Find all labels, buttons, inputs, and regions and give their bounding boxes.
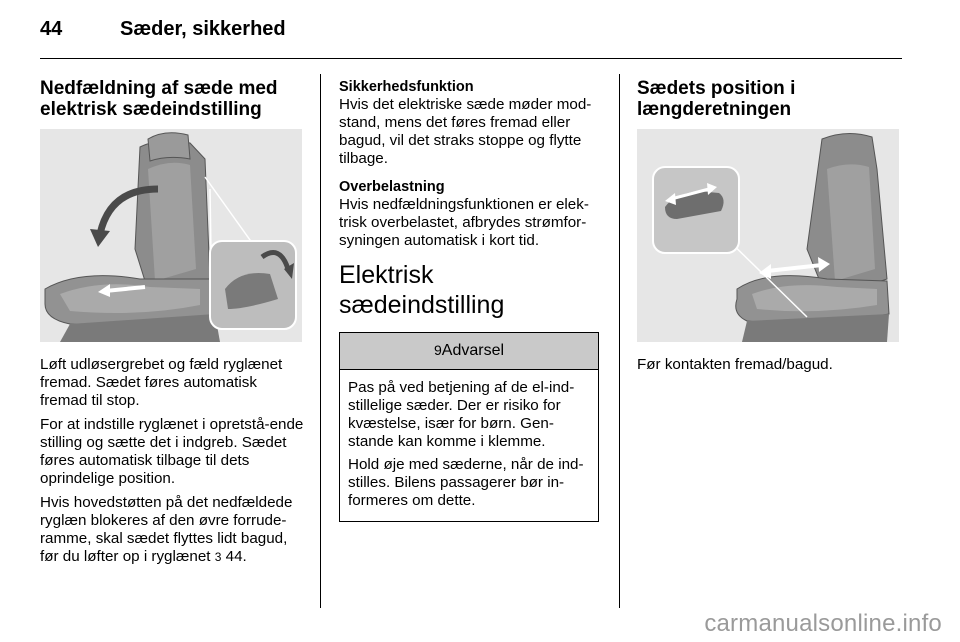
column-3 [637, 78, 902, 380]
electric-seat-heading: Elektrisk sædeindstilling [339, 261, 505, 319]
safety-subheading: Sikkerhedsfunktion [339, 79, 474, 95]
column-divider-1 [320, 74, 321, 608]
longitudinal-para: Før kontakten fremad/bagud. [637, 356, 833, 373]
column-divider-2 [619, 74, 620, 608]
warning-title: Advarsel [441, 342, 505, 359]
seat-slide-illustration [637, 129, 899, 342]
warning-icon: 9 [433, 342, 442, 358]
page-header [40, 18, 286, 41]
safety-text: Hvis det elektriske sæde møder mod-stand, mens det føres fremad eller bagud, vil det straks stoppe og flytte tilbage. [339, 96, 592, 167]
warning-box [339, 332, 599, 522]
recline-heading: Nedfældning af sæde med elektrisk sædeindstilling [40, 78, 278, 120]
warning-para-1: Pas på ved betjening af de el-ind-stillelige sæder. Der er risiko for kvæstelse, især for børn. Gen-stande kan komme i klemme. [348, 379, 575, 450]
recline-para-1: Løft udløsergrebet og fæld ryglænet fremad. Sædet føres automatisk fremad til stop. [40, 356, 283, 409]
recline-para-3: Hvis hovedstøtten på det nedfældede ryglæn blokeres af den øvre forrude-ramme, skal sædet flyttes lidt bagud, før du løfter op i ryglænet 3 44. [40, 494, 293, 565]
section-title: Sæder, sikkerhed [120, 18, 286, 40]
watermark: carmanualsonline.info [704, 610, 942, 637]
overload-subheading: Overbelastning [339, 179, 445, 195]
recline-para-2: For at indstille ryglænet i opretstå-ende stilling og sætte det i indgreb. Sædet føres automatisk tilbage til dets oprindelige position. [40, 416, 304, 487]
page-ref-icon[interactable]: 3 [214, 550, 222, 564]
header-rule [40, 58, 902, 59]
warning-header [340, 333, 598, 370]
warning-body [340, 370, 598, 521]
seat-recline-illustration [40, 129, 302, 342]
column-2 [339, 78, 601, 522]
warning-para-2: Hold øje med sæderne, når de ind-stilles. Bilens passagerer bør in-formeres om dette. [348, 456, 584, 509]
overload-text: Hvis nedfældningsfunktionen er elek-trisk overbelastet, afbrydes strømfor-syningen automatisk i kort tid. [339, 196, 589, 249]
page-number: 44 [40, 18, 63, 40]
longitudinal-heading: Sædets position i længderetningen [637, 78, 796, 120]
column-1 [40, 78, 305, 572]
